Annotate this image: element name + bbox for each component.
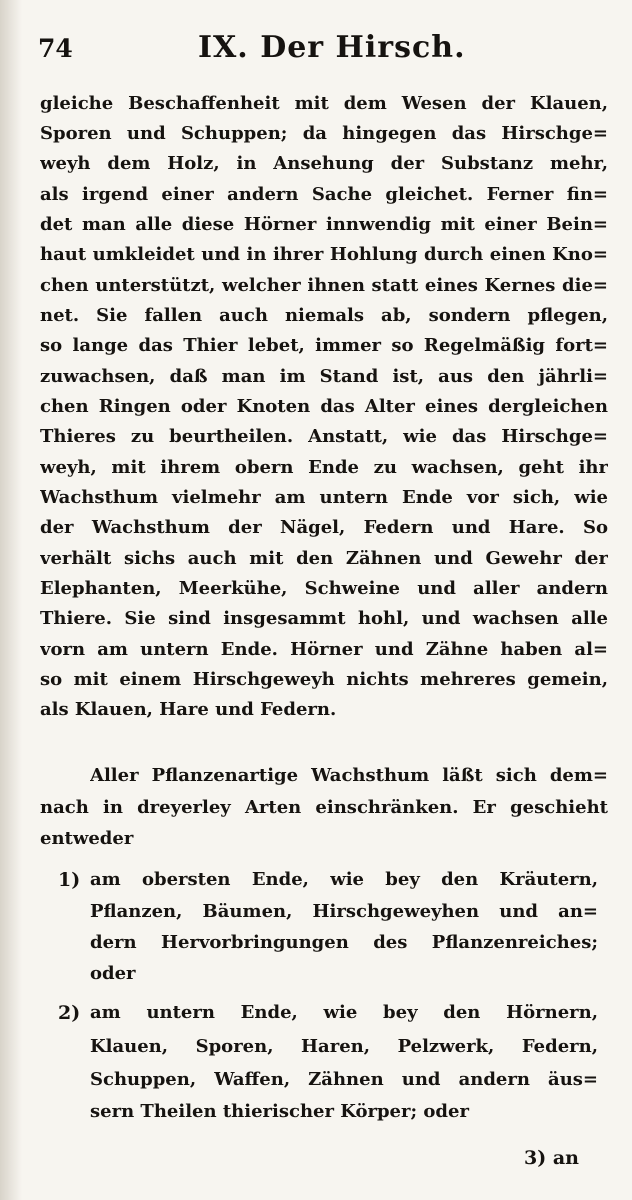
list-item-number: 1) — [58, 869, 81, 891]
text-line: det man alle diese Hörner innwendig mit einer Bein= — [40, 214, 608, 235]
page-number: 74 — [38, 34, 73, 63]
list-item-line: sern Theilen thierischer Körper; oder — [90, 1101, 469, 1122]
text-line: Thieres zu beurtheilen. Anstatt, wie das Hirschge= — [40, 426, 608, 447]
text-line: gleiche Beschaffenheit mit dem Wesen der Klauen, — [40, 93, 608, 114]
page-header — [38, 30, 608, 70]
text-line: net. Sie fallen auch niemals ab, sondern pflegen, — [40, 305, 608, 326]
list-item-line: Pflanzen, Bäumen, Hirschgeweyhen und an= — [90, 901, 598, 922]
text-line: Elephanten, Meerkühe, Schweine und aller andern — [40, 578, 608, 599]
text-line: weyh dem Holz, in Ansehung der Substanz mehr, — [40, 153, 608, 174]
text-line: chen unterstützt, welcher ihnen statt eines Kernes die= — [40, 275, 608, 296]
list-item-line: am untern Ende, wie bey den Hörnern, — [90, 1002, 598, 1023]
list-item-line: oder — [90, 963, 136, 984]
text-line: zuwachsen, daß man im Stand ist, aus den jährli= — [40, 366, 608, 387]
text-line: weyh, mit ihrem obern Ende zu wachsen, geht ihr — [40, 457, 608, 478]
text-line: nach in dreyerley Arten einschränken. Er geschieht — [40, 797, 608, 818]
text-line: Wachsthum vielmehr am untern Ende vor sich, wie — [40, 487, 608, 508]
running-head: IX. Der Hirsch. — [198, 30, 466, 65]
catchword: 3) an — [524, 1147, 579, 1169]
text-line: vorn am untern Ende. Hörner und Zähne haben al= — [40, 639, 608, 660]
text-line: chen Ringen oder Knoten das Alter eines dergleichen — [40, 396, 608, 417]
text-line: so mit einem Hirschgeweyh nichts mehreres gemein, — [40, 669, 608, 690]
text-line: so lange das Thier lebet, immer so Regelmäßig fort= — [40, 335, 608, 356]
list-item-line: am obersten Ende, wie bey den Kräutern, — [90, 869, 598, 890]
text-line: Aller Pflanzenartige Wachsthum läßt sich dem= — [90, 765, 608, 786]
list-item-line: Schuppen, Waffen, Zähnen und andern äus= — [90, 1069, 598, 1090]
text-line: der Wachsthum der Nägel, Federn und Hare. So — [40, 517, 608, 538]
text-line: Sporen und Schuppen; da hingegen das Hirschge= — [40, 123, 608, 144]
list-item-line: Klauen, Sporen, Haren, Pelzwerk, Federn, — [90, 1036, 598, 1057]
page-gutter-shadow — [0, 0, 22, 1200]
text-line: entweder — [40, 828, 134, 849]
text-line: Thiere. Sie sind insgesammt hohl, und wachsen alle — [40, 608, 608, 629]
text-line: als irgend einer andern Sache gleichet. Ferner fin= — [40, 184, 608, 205]
list-item-line: dern Hervorbringungen des Pflanzenreiches; — [90, 932, 598, 953]
text-line: haut umkleidet und in ihrer Hohlung durch einen Kno= — [40, 244, 608, 265]
text-line: als Klauen, Hare und Federn. — [40, 699, 337, 720]
text-line: verhält sichs auch mit den Zähnen und Gewehr der — [40, 548, 608, 569]
list-item-number: 2) — [58, 1002, 81, 1024]
